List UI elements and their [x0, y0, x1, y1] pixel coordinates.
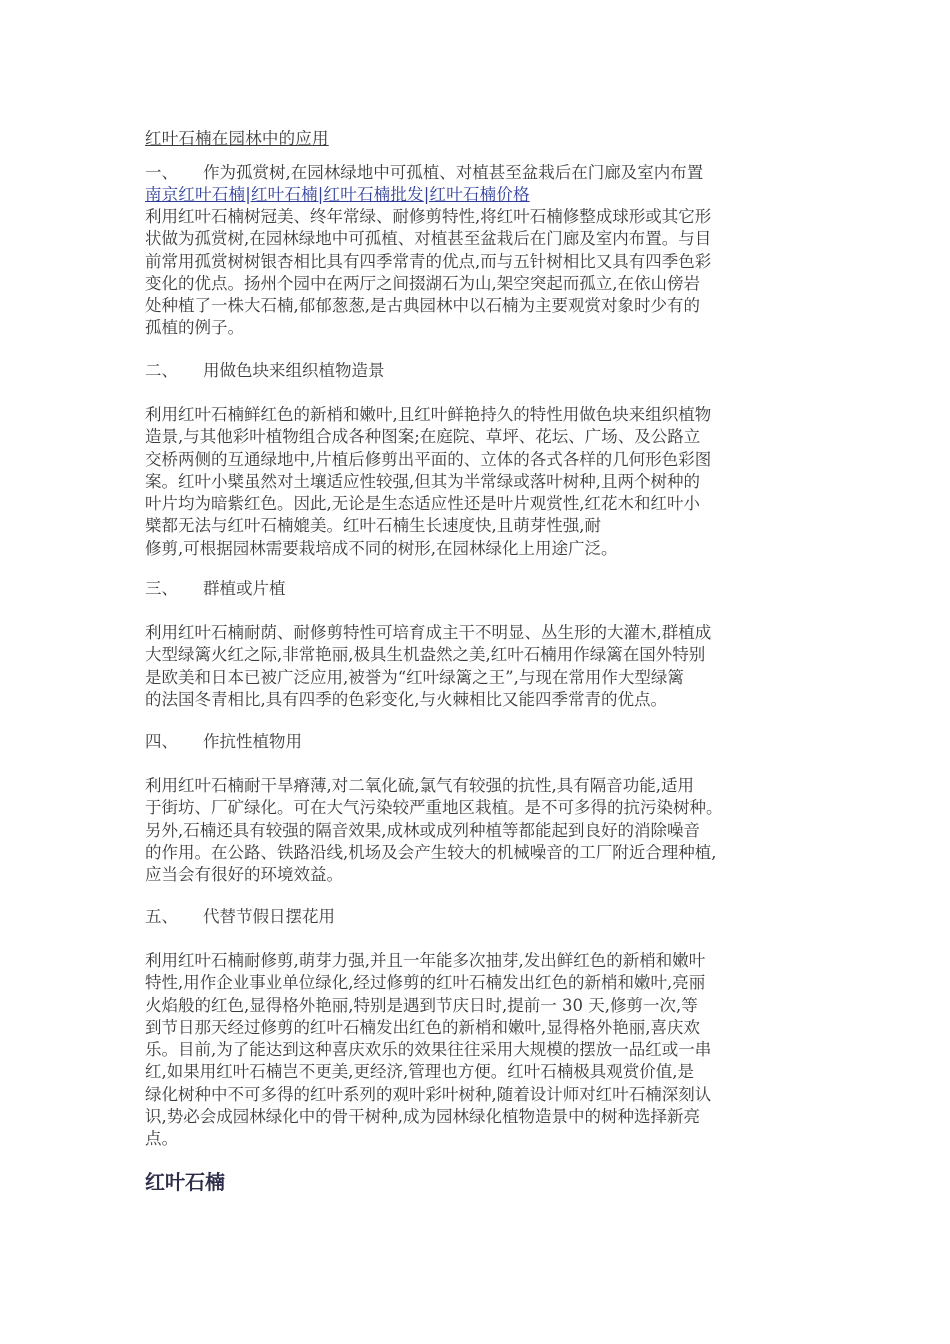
- paragraph-line: 另外,石楠还具有较强的隔音效果,成林或成列种植等都能起到良好的消除噪音: [145, 820, 700, 840]
- section-3-heading: [145, 578, 286, 600]
- section-3-paragraph: [145, 622, 817, 711]
- section-4-paragraph: [145, 775, 817, 886]
- paragraph-line: 特性,用作企业事业单位绿化,经过修剪的红叶石楠发出红色的新梢和嫩叶,亮丽: [145, 973, 706, 993]
- paragraph-line: 识,势必会成园林绿化中的骨干树种,成为园林绿化植物造景中的树种选择新亮: [145, 1107, 700, 1127]
- paragraph-line: 利用红叶石楠耐干旱瘠薄,对二氧化硫,氯气有较强的抗性,具有隔音功能,适用: [145, 776, 694, 795]
- paragraph-line: 利用红叶石楠鲜红色的新梢和嫩叶,且红叶鲜艳持久的特性用做色块来组织植物: [145, 405, 712, 424]
- paragraph-line: 的作用。在公路、铁路沿线,机场及会产生较大的机械噪音的工厂附近合理种植,: [145, 842, 717, 862]
- bottom-heading: 红叶石楠: [145, 1170, 225, 1194]
- paragraph-line: 利用红叶石楠树冠美、终年常绿、耐修剪特性,将红叶石楠修整成球形或其它形: [145, 207, 712, 226]
- section-5-number: 五、: [145, 907, 178, 926]
- paragraph-line: 到节日那天经过修剪的红叶石楠发出红色的新梢和嫩叶,显得格外艳丽,喜庆欢: [145, 1017, 700, 1037]
- link-photinia[interactable]: 红叶石楠: [250, 185, 318, 204]
- link-photinia-wholesale[interactable]: 红叶石楠批发: [323, 185, 424, 204]
- link-separator: |: [317, 185, 324, 204]
- link-photinia-price[interactable]: 红叶石楠价格: [429, 185, 530, 204]
- section-1-heading-text: 作为孤赏树,在园林绿地中可孤植、对植甚至盆栽后在门廊及室内布置: [203, 163, 704, 182]
- section-5-paragraph: [145, 950, 817, 1151]
- paragraph-line: 状做为孤赏树,在园林绿地中可孤植、对植甚至盆栽后在门廊及室内布置。与目: [145, 229, 712, 249]
- paragraph-line: 叶片均为暗紫红色。因此,无论是生态适应性还是叶片观赏性,红花木和红叶小: [145, 494, 700, 514]
- section-2-number: 二、: [145, 361, 178, 380]
- section-4-heading: [145, 731, 302, 753]
- paragraph-line: 交桥两侧的互通绿地中,片植后修剪出平面的、立体的各式各样的几何形色彩图: [145, 449, 712, 469]
- paragraph-line: 修剪,可根据园林需要栽培成不同的树形,在园林绿化上用途广泛。: [145, 538, 618, 558]
- paragraph-line: 檗都无法与红叶石楠媲美。红叶石楠生长速度快,且萌芽性强,耐: [145, 516, 601, 536]
- link-separator: |: [423, 185, 430, 204]
- paragraph-line: 处种植了一株大石楠,郁郁葱葱,是古典园林中以石楠为主要观赏对象时少有的: [145, 296, 700, 316]
- paragraph-line: 案。红叶小檗虽然对土壤适应性较强,但其为半常绿或落叶树种,且两个树种的: [145, 471, 700, 491]
- paragraph-line: 是欧美和日本已被广泛应用,被誉为“红叶绿篱之王”,与现在常用作大型绿篱: [145, 667, 684, 687]
- page-title: 红叶石楠在园林中的应用: [145, 129, 329, 148]
- paragraph-line: 孤植的例子。: [145, 318, 244, 338]
- paragraph-line: 绿化树种中不可多得的红叶系列的观叶彩叶树种,随着设计师对红叶石楠深刻认: [145, 1084, 712, 1104]
- section-1-heading: [145, 162, 703, 184]
- section-1-paragraph: [145, 206, 817, 340]
- paragraph-line: 红,如果用红叶石楠岂不更美,更经济,管理也方便。红叶石楠极具观赏价值,是: [145, 1062, 694, 1082]
- paragraph-line: 大型绿篱火红之际,非常艳丽,极具生机盎然之美,红叶石楠用作绿篱在国外特别: [145, 645, 706, 665]
- paragraph-line: 造景,与其他彩叶植物组合成各种图案;在庭院、草坪、花坛、广场、及公路立: [145, 427, 701, 447]
- paragraph-line: 利用红叶石楠耐修剪,萌芽力强,并且一年能多次抽芽,发出鲜红色的新梢和嫩叶: [145, 951, 706, 970]
- paragraph-line: 应当会有很好的环境效益。: [145, 865, 343, 885]
- section-5-heading: [145, 906, 335, 928]
- paragraph-line: 前常用孤赏树树银杏相比具有四季常青的优点,而与五针树相比又具有四季色彩: [145, 251, 712, 271]
- section-1-number: 一、: [145, 163, 178, 182]
- paragraph-line: 火焰般的红色,显得格外艳丽,特别是遇到节庆日时,提前一 30 天,修剪一次,等: [145, 995, 698, 1015]
- section-3-heading-text: 群植或片植: [203, 579, 286, 598]
- section-2-heading: [145, 360, 385, 382]
- paragraph-line: 利用红叶石楠耐荫、耐修剪特性可培育成主干不明显、丛生形的大灌木,群植成: [145, 623, 712, 642]
- section-4-heading-text: 作抗性植物用: [203, 732, 302, 751]
- link-bar: [145, 184, 530, 206]
- section-3-number: 三、: [145, 579, 178, 598]
- paragraph-line: 乐。目前,为了能达到这种喜庆欢乐的效果往往采用大规模的摆放一品红或一串: [145, 1040, 712, 1060]
- section-2-heading-text: 用做色块来组织植物造景: [203, 361, 385, 380]
- link-separator: |: [245, 185, 251, 204]
- paragraph-line: 变化的优点。扬州个园中在两厅之间掇湖石为山,架空突起而孤立,在依山傍岩: [145, 273, 700, 293]
- section-2-paragraph: [145, 404, 817, 560]
- section-4-number: 四、: [145, 732, 178, 751]
- link-nanjing-photinia[interactable]: 南京红叶石楠: [145, 185, 246, 204]
- paragraph-line: 的法国冬青相比,具有四季的色彩变化,与火棘相比又能四季常青的优点。: [145, 689, 667, 709]
- section-5-heading-text: 代替节假日摆花用: [203, 907, 335, 926]
- paragraph-line: 于街坊、厂矿绿化。可在大气污染较严重地区栽植。是不可多得的抗污染树种。: [145, 798, 723, 818]
- paragraph-line: 点。: [145, 1129, 178, 1149]
